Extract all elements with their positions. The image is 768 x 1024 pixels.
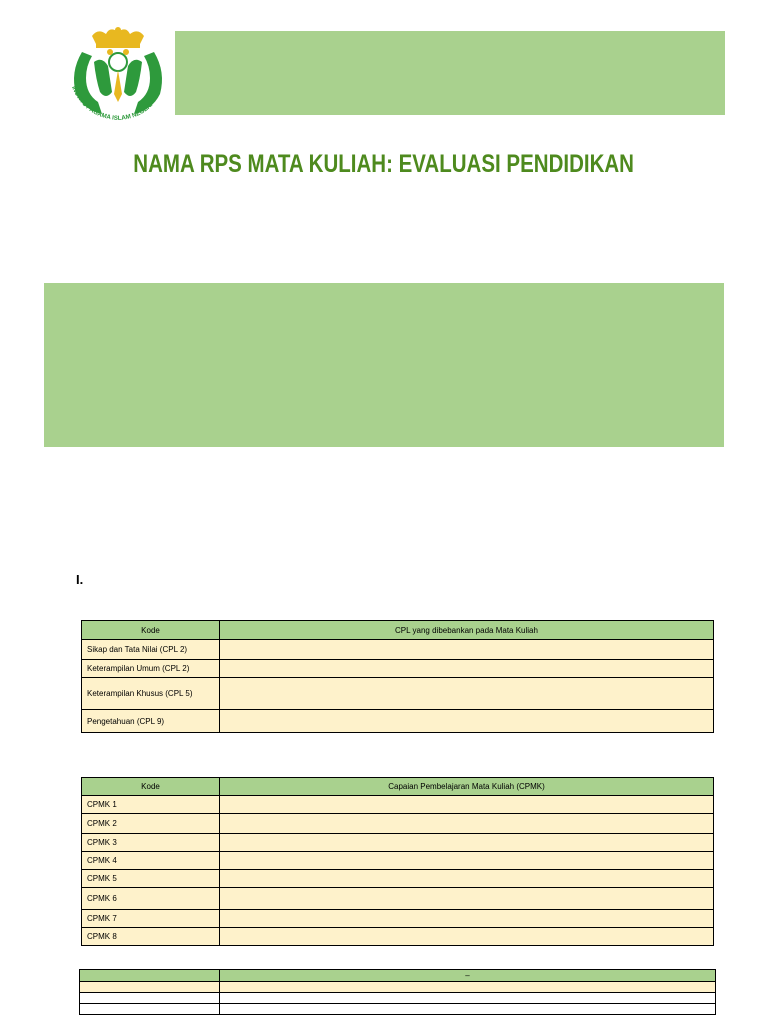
cpmk-value [220,928,714,946]
iain-logo [62,22,174,122]
cpmk-kode: CPMK 4 [82,852,220,870]
cpmk-value [220,910,714,928]
cpl-value [220,660,714,678]
logo-text: INSTITUT AGAMA ISLAM NEGERI [70,85,155,122]
cpmk-kode: CPMK 2 [82,814,220,834]
header-kode: Kode [82,778,220,796]
cpl-value [220,710,714,733]
cpmk-value [220,870,714,888]
cpmk-table [81,777,714,946]
cpl-kode: Keterampilan Umum (CPL 2) [82,660,220,678]
third-cell [80,993,220,1004]
cpmk-kode: CPMK 1 [82,796,220,814]
header-kode: Kode [82,621,220,640]
cpmk-kode: CPMK 6 [82,888,220,910]
cpmk-value [220,796,714,814]
cpmk-kode: CPMK 8 [82,928,220,946]
header-band [175,31,725,115]
cpmk-value [220,814,714,834]
cpmk-value [220,888,714,910]
third-cell [220,993,716,1004]
info-band [44,283,724,447]
third-header-right: – [220,970,716,982]
third-cell [80,1004,220,1015]
cpl-kode: Pengetahuan (CPL 9) [82,710,220,733]
header-cpl: CPL yang dibebankan pada Mata Kuliah [220,621,714,640]
cpmk-value [220,834,714,852]
cpl-kode: Keterampilan Khusus (CPL 5) [82,678,220,710]
section-number: I. [76,572,84,587]
third-table [79,969,716,1015]
cpmk-value [220,852,714,870]
logo-crown [92,27,144,48]
cpl-table [81,620,714,733]
cpl-kode: Sikap dan Tata Nilai (CPL 2) [82,640,220,660]
cpmk-kode: CPMK 5 [82,870,220,888]
third-cell [220,982,716,993]
cpmk-kode: CPMK 3 [82,834,220,852]
header-cpmk: Capaian Pembelajaran Mata Kuliah (CPMK) [220,778,714,796]
third-header-left [80,970,220,982]
cpmk-kode: CPMK 7 [82,910,220,928]
third-cell [220,1004,716,1015]
third-cell [80,982,220,993]
page-title: NAMA RPS MATA KULIAH: EVALUASI PENDIDIKAN [133,150,634,178]
cpl-value [220,678,714,710]
cpl-value [220,640,714,660]
